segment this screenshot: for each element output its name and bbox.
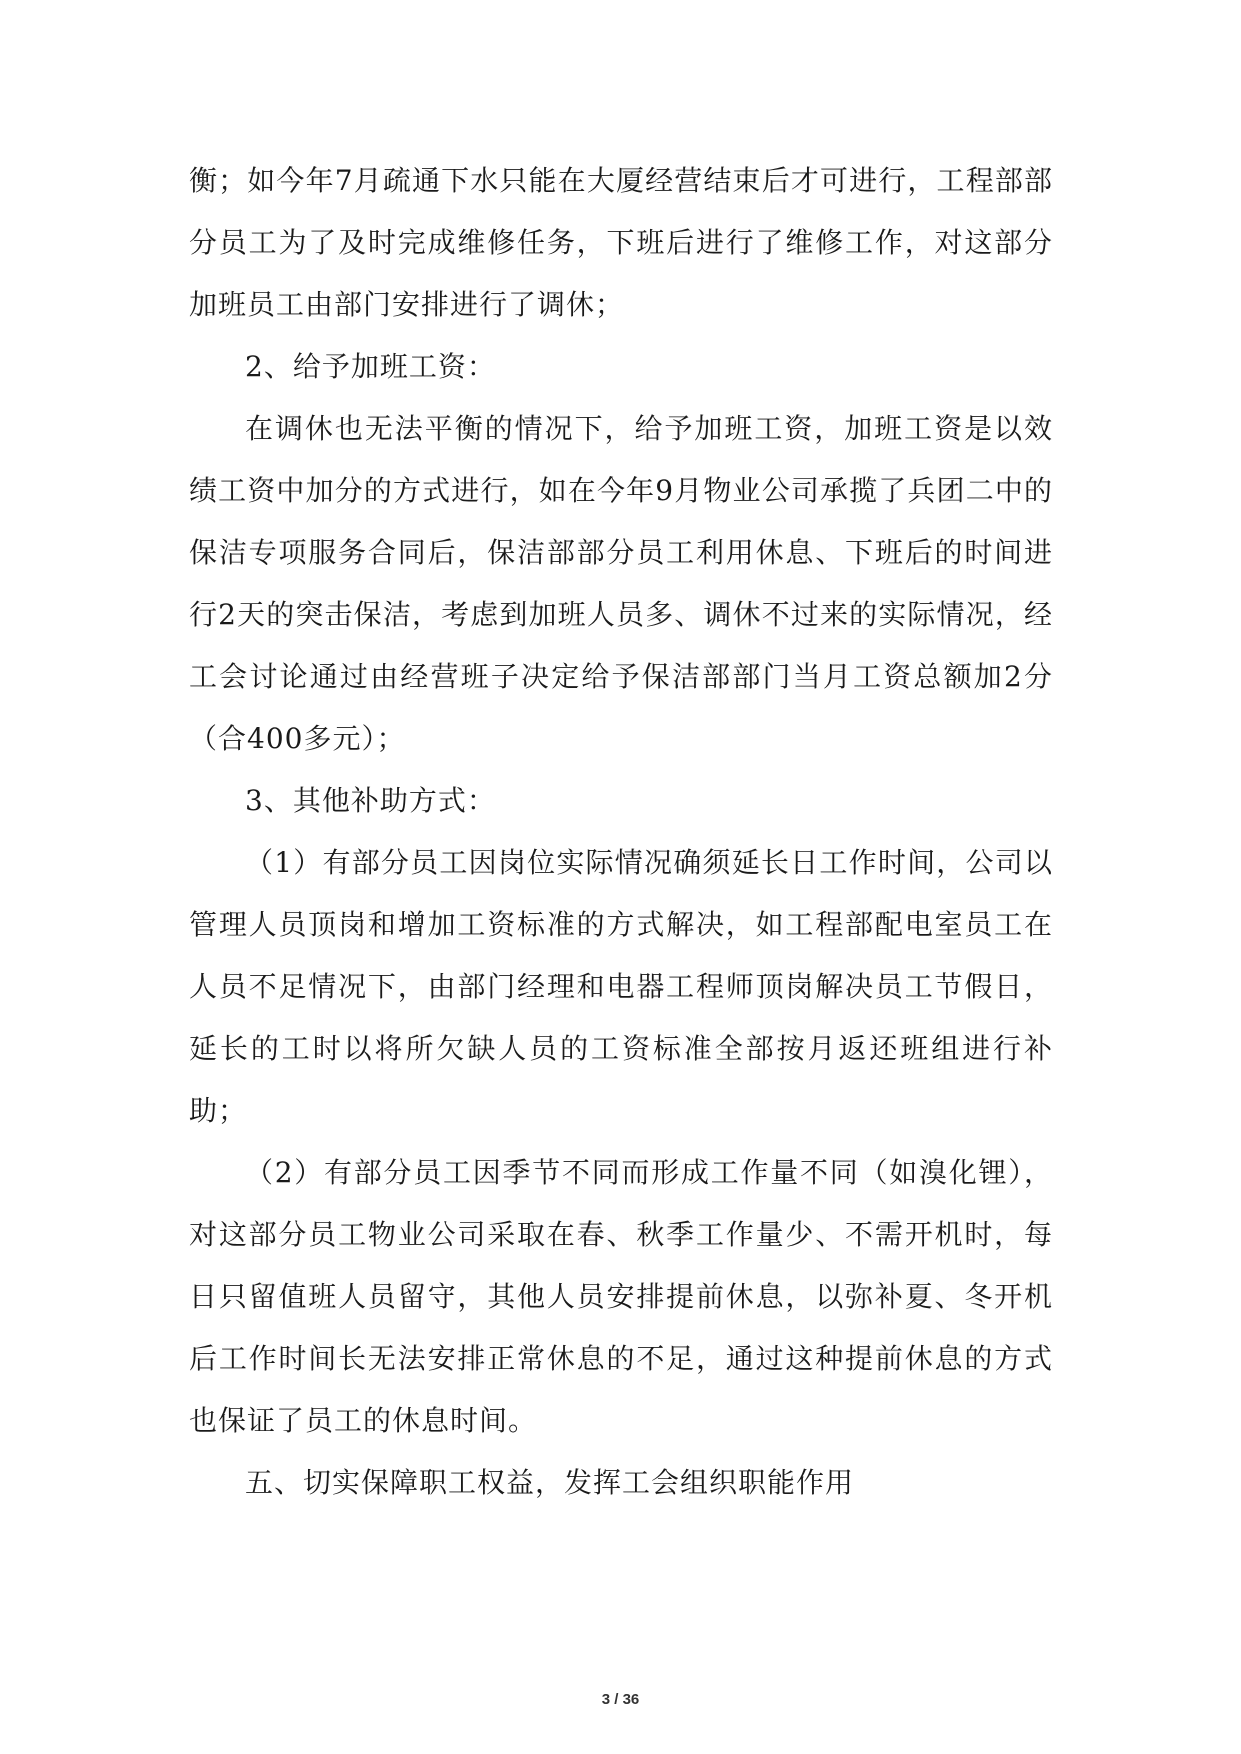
paragraph-subsidy-item-1: （1）有部分员工因岗位实际情况确须延长日工作时间，公司以管理人员顶岗和增加工资标准的方式解决，如工程部配电室员工在人员不足情况下，由部门经理和电器工程师顶岗解决员工节假日，延长的工时以将所欠缺人员的工资标准全部按月返还班组进行补助； <box>189 846 1053 1127</box>
paragraph-subsidy-item-2: （2）有部分员工因季节不同而形成工作量不同（如溴化锂），对这部分员工物业公司采取在春、秋季工作量少、不需开机时，每日只留值班人员留守，其他人员安排提前休息，以弥补夏、冬开机后工作时间长无法安排正常休息的不足，通过这种提前休息的方式也保证了员工的休息时间。 <box>189 1156 1053 1437</box>
paragraph-section-heading-five: 五、切实保障职工权益，发挥工会组织职能作用 <box>245 1466 855 1499</box>
page-number: 3 / 36 <box>601 1691 640 1708</box>
paragraph-continuation: 衡；如今年7月疏通下水只能在大厦经营结束后才可进行，工程部部分员工为了及时完成维修任务，下班后进行了维修工作，对这部分加班员工由部门安排进行了调休； <box>189 164 1053 321</box>
paragraph-heading-other-subsidies: 3、其他补助方式： <box>245 784 496 817</box>
document-body <box>189 150 1053 1514</box>
paragraph-overtime-pay: 在调休也无法平衡的情况下，给予加班工资，加班工资是以效绩工资中加分的方式进行，如在今年9月物业公司承揽了兵团二中的保洁专项服务合同后，保洁部部分员工利用休息、下班后的时间进行2天的突击保洁，考虑到加班人员多、调休不过来的实际情况，经工会讨论通过由经营班子决定给予保洁部部门当月工资总额加2分（合400多元）； <box>189 412 1053 755</box>
paragraph-heading-overtime-pay: 2、给予加班工资： <box>245 350 496 383</box>
